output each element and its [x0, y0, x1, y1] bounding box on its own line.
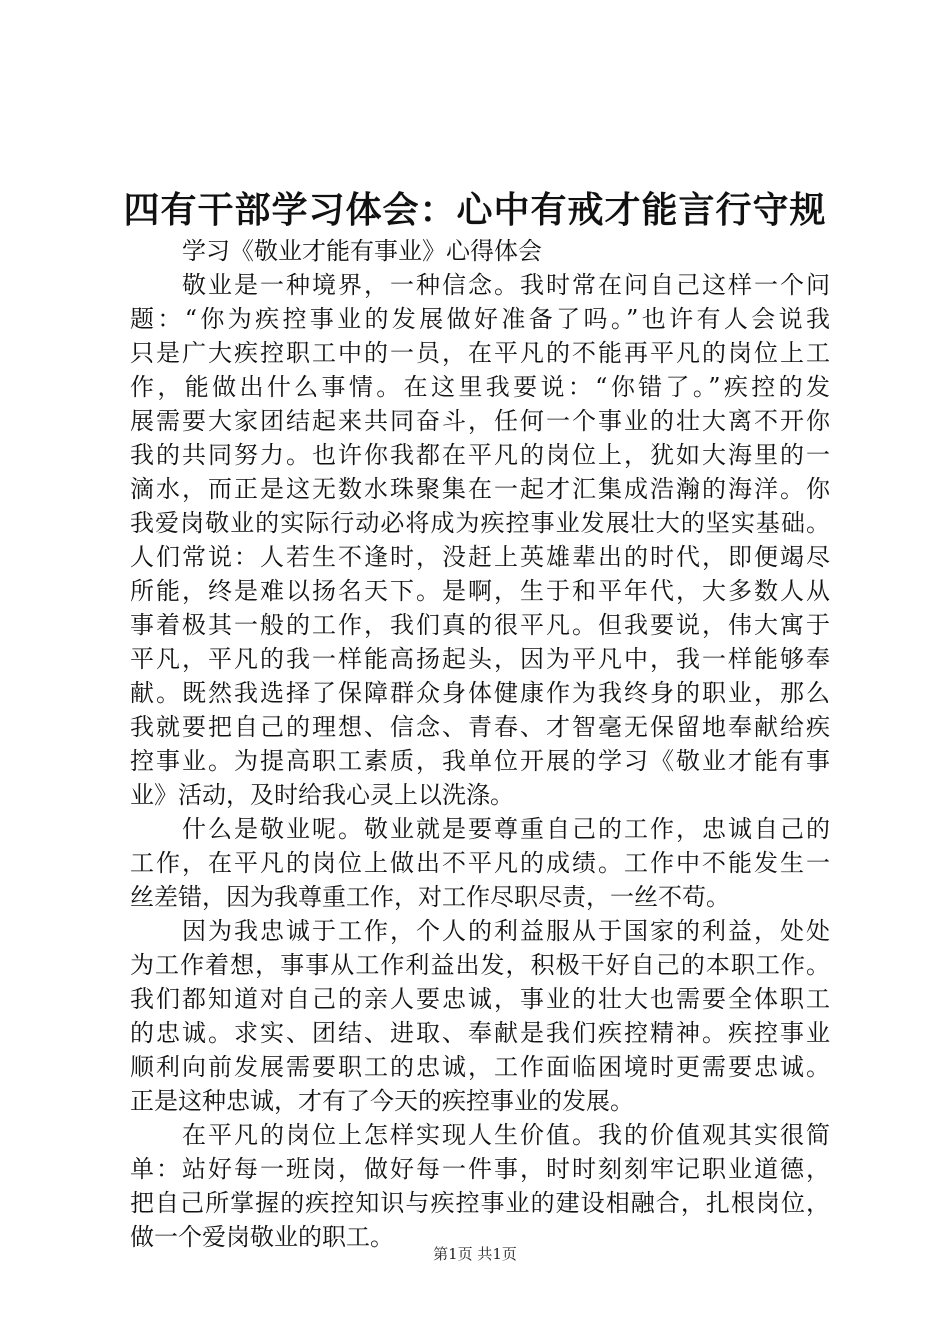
- text-line: 单：站好每一班岗，做好每一件事，时时刻刻牢记职业道德，: [130, 1155, 830, 1183]
- text-line: 学习《敬业才能有事业》心得体会: [182, 237, 542, 265]
- text-line: 我的共同努力。也许你我都在平凡的岗位上，犹如大海里的一: [130, 441, 830, 469]
- text-line: 的忠诚。求实、团结、进取、奉献是我们疾控精神。疾控事业: [130, 1019, 830, 1047]
- text-line: 业》活动，及时给我心灵上以洗涤。: [130, 781, 514, 809]
- text-line: 顺利向前发展需要职工的忠诚，工作面临困境时更需要忠诚。: [130, 1053, 830, 1081]
- text-line: 事着极其一般的工作，我们真的很平凡。但我要说，伟大寓于: [130, 611, 830, 639]
- document-body: [130, 234, 830, 1254]
- text-line: 我就要把自己的理想、信念、青春、才智毫无保留地奉献给疾: [130, 713, 830, 741]
- text-line: 献。既然我选择了保障群众身体健康作为我终身的职业，那么: [130, 679, 830, 707]
- document-title: 四有干部学习体会：心中有戒才能言行守规: [123, 189, 827, 231]
- text-line: 只是广大疾控职工中的一员，在平凡的不能再平凡的岗位上工: [130, 339, 830, 367]
- text-line: 正是这种忠诚，才有了今天的疾控事业的发展。: [130, 1087, 634, 1115]
- page-number-footer: 第1页 共1页: [433, 1245, 517, 1263]
- text-line: 所能，终是难以扬名天下。是啊，生于和平年代，大多数人从: [130, 577, 830, 605]
- text-line: 人们常说：人若生不逢时，没赶上英雄辈出的时代，即便竭尽: [130, 543, 830, 571]
- text-line: 平凡，平凡的我一样能高扬起头，因为平凡中，我一样能够奉: [130, 645, 830, 673]
- text-line: 因为我忠诚于工作，个人的利益服从于国家的利益，处处: [182, 917, 830, 945]
- text-line: 展需要大家团结起来共同奋斗，任何一个事业的壮大离不开你: [130, 407, 830, 435]
- text-line: 在平凡的岗位上怎样实现人生价值。我的价值观其实很简: [182, 1121, 830, 1149]
- text-line: 滴水，而正是这无数水珠聚集在一起才汇集成浩瀚的海洋。你: [130, 475, 830, 503]
- text-line: 工作，在平凡的岗位上做出不平凡的成绩。工作中不能发生一: [130, 849, 830, 877]
- text-line: 我爱岗敬业的实际行动必将成为疾控事业发展壮大的坚实基础。: [130, 509, 830, 537]
- text-line: 为工作着想，事事从工作利益出发，积极干好自己的本职工作。: [130, 951, 830, 979]
- text-line: 什么是敬业呢。敬业就是要尊重自己的工作，忠诚自己的: [182, 815, 830, 843]
- text-line: 题：“你为疾控事业的发展做好准备了吗。”也许有人会说我: [130, 305, 830, 333]
- text-line: 丝差错，因为我尊重工作，对工作尽职尽责，一丝不苟。: [130, 883, 730, 911]
- text-line: 把自己所掌握的疾控知识与疾控事业的建设相融合，扎根岗位，: [130, 1189, 830, 1217]
- text-line: 做一个爱岗敬业的职工。: [130, 1223, 394, 1251]
- text-line: 我们都知道对自己的亲人要忠诚，事业的壮大也需要全体职工: [130, 985, 830, 1013]
- text-line: 控事业。为提高职工素质，我单位开展的学习《敬业才能有事: [130, 747, 830, 775]
- text-line: 敬业是一种境界，一种信念。我时常在问自己这样一个问: [182, 271, 830, 299]
- text-line: 作，能做出什么事情。在这里我要说：“你错了。”疾控的发: [130, 373, 830, 401]
